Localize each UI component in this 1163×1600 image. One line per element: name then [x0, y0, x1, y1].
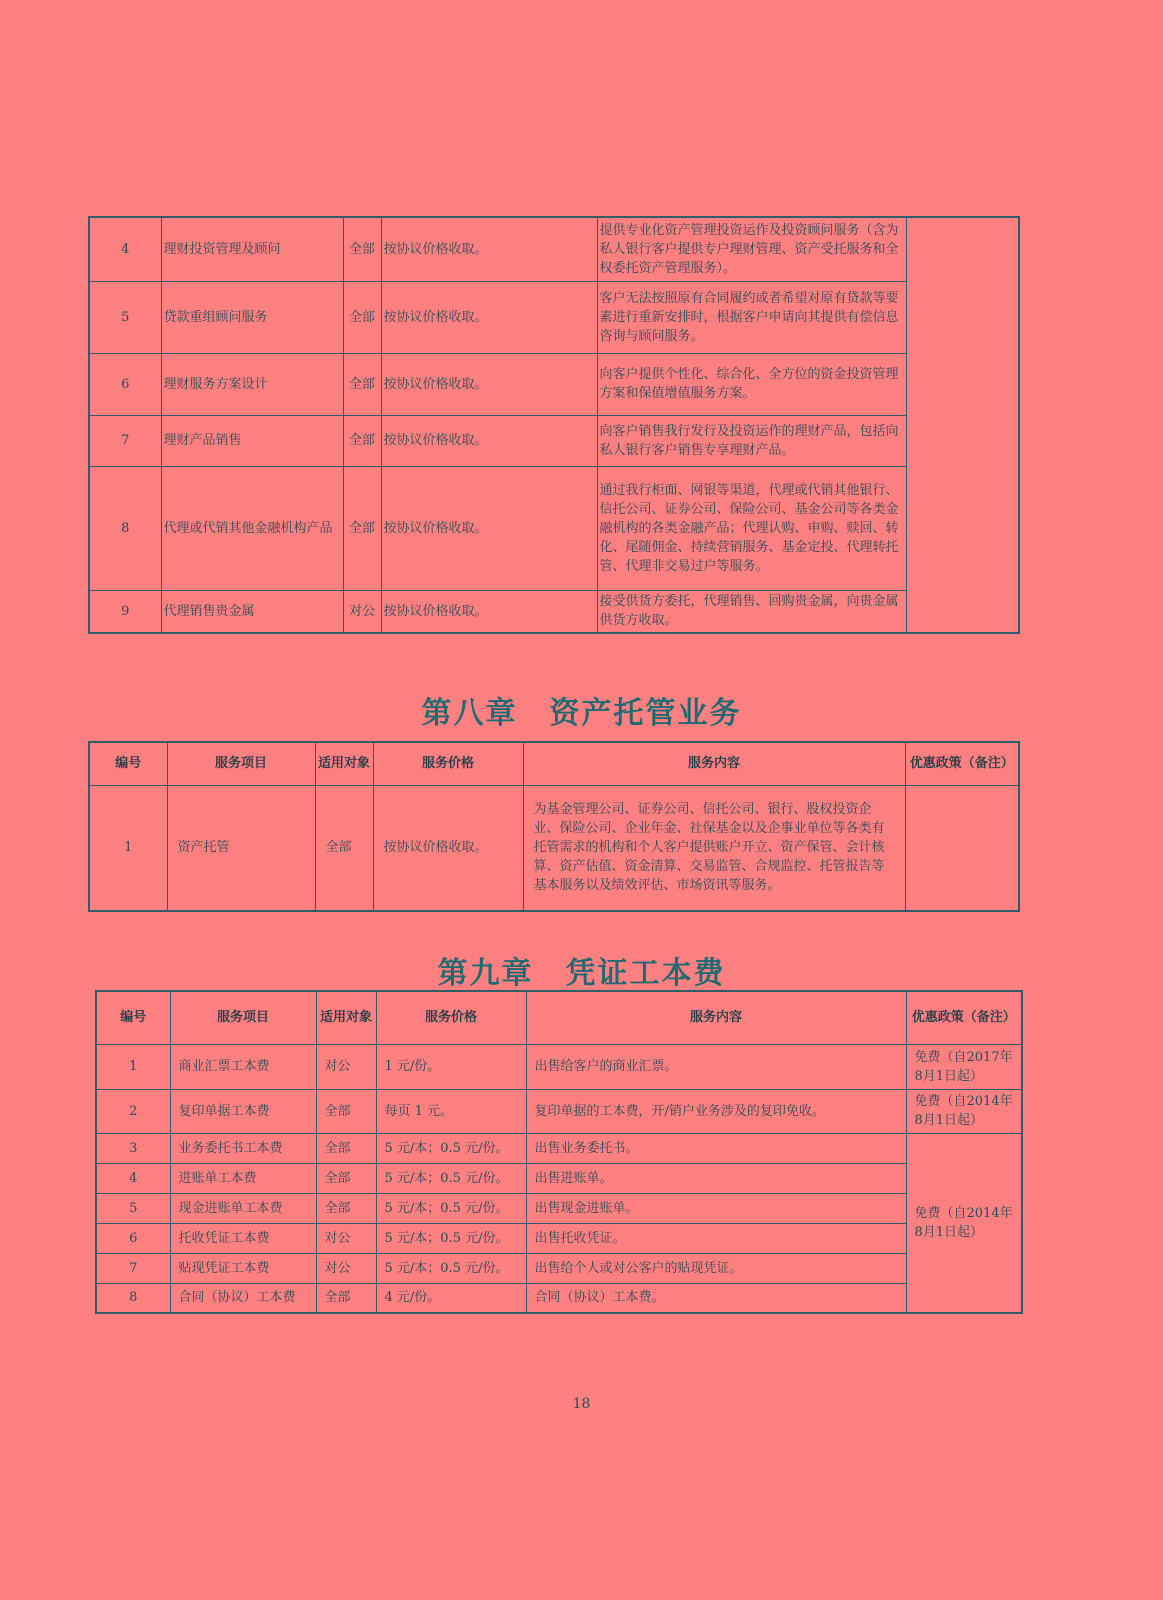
row-number: 1	[89, 785, 167, 911]
service-content: 通过我行柜面、网银等渠道，代理或代销其他银行、信托公司、证券公司、保险公司、基金公司等各类金融机构的各类金融产品；代理认购、申购、赎回、转化、尾随佣金、持续营销服务、基金定投、代理转托管、代理非交易过户等服务。	[597, 466, 906, 590]
service-target: 全部	[316, 1193, 376, 1223]
table-header-row	[96, 991, 1022, 1044]
service-price: 4 元/份。	[376, 1283, 526, 1313]
header-number: 编号	[96, 991, 170, 1044]
service-target: 全部	[343, 466, 381, 590]
service-target: 全部	[343, 353, 381, 415]
service-price: 每页 1 元。	[376, 1089, 526, 1133]
service-content: 接受供货方委托，代理销售、回购贵金属，向贵金属供货方收取。	[597, 590, 906, 633]
financial-services-table	[88, 216, 1020, 634]
service-target: 全部	[343, 217, 381, 281]
service-item: 代理销售贵金属	[161, 590, 343, 633]
table-row	[96, 1133, 1022, 1163]
header-price: 服务价格	[376, 991, 526, 1044]
table-row	[96, 1044, 1022, 1089]
voucher-fee-table	[95, 990, 1023, 1314]
service-content: 出售给客户的商业汇票。	[526, 1044, 906, 1089]
chapter-8-title: 第八章 资产托管业务	[421, 696, 742, 731]
table-row	[96, 1223, 1022, 1253]
asset-custody-table	[88, 741, 1020, 912]
service-content: 出售现金进账单。	[526, 1193, 906, 1223]
header-item: 服务项目	[170, 991, 316, 1044]
row-number: 8	[89, 466, 161, 590]
service-item: 合同（协议）工本费	[170, 1283, 316, 1313]
service-item: 理财产品销售	[161, 415, 343, 466]
service-target: 全部	[343, 281, 381, 353]
table-row	[89, 281, 1019, 353]
table-row	[89, 415, 1019, 466]
service-item: 理财投资管理及顾问	[161, 217, 343, 281]
row-number: 4	[96, 1163, 170, 1193]
service-content: 客户无法按照原有合同履约或者希望对原有贷款等要素进行重新安排时，根据客户申请向其提供有偿信息咨询与顾问服务。	[597, 281, 906, 353]
policy-cell: 免费（自2014年8月1日起）	[906, 1089, 1022, 1133]
service-content: 合同（协议）工本费。	[526, 1283, 906, 1313]
table-row	[96, 1089, 1022, 1133]
policy-cell: 免费（自2017年8月1日起）	[906, 1044, 1022, 1089]
row-number: 5	[89, 281, 161, 353]
table-row	[89, 590, 1019, 633]
service-content: 复印单据的工本费，开/销户业务涉及的复印免收。	[526, 1089, 906, 1133]
row-number: 3	[96, 1133, 170, 1163]
table-row	[89, 785, 1019, 911]
service-content: 出售业务委托书。	[526, 1133, 906, 1163]
row-number: 1	[96, 1044, 170, 1089]
service-content: 出售托收凭证。	[526, 1223, 906, 1253]
service-price: 按协议价格收取。	[381, 466, 597, 590]
service-target: 全部	[343, 415, 381, 466]
service-content: 出售给个人或对公客户的贴现凭证。	[526, 1253, 906, 1283]
service-content: 为基金管理公司、证券公司、信托公司、银行、股权投资企业、保险公司、企业年金、社保基金以及企事业单位等各类有托管需求的机构和个人客户提供账户开立、资产保管、会计核算、资产估值、资金清算、交易监管、合规监控、托管报告等基本服务以及绩效评估、市场资讯等服务。	[523, 785, 905, 911]
table-row	[96, 1253, 1022, 1283]
policy-cell	[905, 785, 1019, 911]
row-number: 6	[96, 1223, 170, 1253]
row-number: 4	[89, 217, 161, 281]
service-item: 理财服务方案设计	[161, 353, 343, 415]
service-price: 按协议价格收取。	[381, 281, 597, 353]
table-row	[96, 1283, 1022, 1313]
service-price: 1 元/份。	[376, 1044, 526, 1089]
service-price: 5 元/本；0.5 元/份。	[376, 1253, 526, 1283]
policy-cell	[906, 217, 1019, 633]
service-content: 提供专业化资产管理投资运作及投资顾问服务（含为私人银行客户提供专户理财管理、资产受托服务和全权委托资产管理服务）。	[597, 217, 906, 281]
service-target: 对公	[343, 590, 381, 633]
service-item: 业务委托书工本费	[170, 1133, 316, 1163]
header-target: 适用对象	[316, 991, 376, 1044]
header-number: 编号	[89, 742, 167, 785]
row-number: 6	[89, 353, 161, 415]
service-price: 5 元/本；0.5 元/份。	[376, 1193, 526, 1223]
service-price: 按协议价格收取。	[381, 217, 597, 281]
header-policy: 优惠政策（备注）	[905, 742, 1019, 785]
row-number: 8	[96, 1283, 170, 1313]
service-price: 5 元/本；0.5 元/份。	[376, 1223, 526, 1253]
table-row	[96, 1193, 1022, 1223]
service-item: 进账单工本费	[170, 1163, 316, 1193]
service-target: 对公	[316, 1253, 376, 1283]
service-content: 出售进账单。	[526, 1163, 906, 1193]
header-target: 适用对象	[315, 742, 373, 785]
policy-cell: 免费（自2014年8月1日起）	[906, 1133, 1022, 1313]
service-item: 复印单据工本费	[170, 1089, 316, 1133]
row-number: 9	[89, 590, 161, 633]
table-row	[89, 353, 1019, 415]
service-target: 全部	[316, 1163, 376, 1193]
service-content: 向客户销售我行发行及投资运作的理财产品，包括向私人银行客户销售专享理财产品。	[597, 415, 906, 466]
header-policy: 优惠政策（备注）	[906, 991, 1022, 1044]
service-target: 全部	[316, 1283, 376, 1313]
service-target: 全部	[316, 1089, 376, 1133]
service-item: 托收凭证工本费	[170, 1223, 316, 1253]
service-price: 5 元/本；0.5 元/份。	[376, 1163, 526, 1193]
row-number: 7	[96, 1253, 170, 1283]
header-content: 服务内容	[526, 991, 906, 1044]
service-content: 向客户提供个性化、综合化、全方位的资金投资管理方案和保值增值服务方案。	[597, 353, 906, 415]
row-number: 2	[96, 1089, 170, 1133]
header-price: 服务价格	[373, 742, 523, 785]
service-item: 商业汇票工本费	[170, 1044, 316, 1089]
service-item: 现金进账单工本费	[170, 1193, 316, 1223]
row-number: 5	[96, 1193, 170, 1223]
page-number: 18	[572, 1396, 591, 1412]
table-row	[89, 466, 1019, 590]
header-item: 服务项目	[167, 742, 315, 785]
service-target: 对公	[316, 1223, 376, 1253]
service-target: 全部	[315, 785, 373, 911]
service-target: 全部	[316, 1133, 376, 1163]
table-row	[89, 217, 1019, 281]
service-item: 贷款重组顾问服务	[161, 281, 343, 353]
header-content: 服务内容	[523, 742, 905, 785]
service-item: 贴现凭证工本费	[170, 1253, 316, 1283]
table-row	[96, 1163, 1022, 1193]
service-price: 按协议价格收取。	[373, 785, 523, 911]
service-price: 5 元/本；0.5 元/份。	[376, 1133, 526, 1163]
service-price: 按协议价格收取。	[381, 590, 597, 633]
service-price: 按协议价格收取。	[381, 353, 597, 415]
service-item: 资产托管	[167, 785, 315, 911]
service-item: 代理或代销其他金融机构产品	[161, 466, 343, 590]
table-header-row	[89, 742, 1019, 785]
service-target: 对公	[316, 1044, 376, 1089]
row-number: 7	[89, 415, 161, 466]
chapter-9-title: 第九章 凭证工本费	[437, 956, 726, 991]
service-price: 按协议价格收取。	[381, 415, 597, 466]
